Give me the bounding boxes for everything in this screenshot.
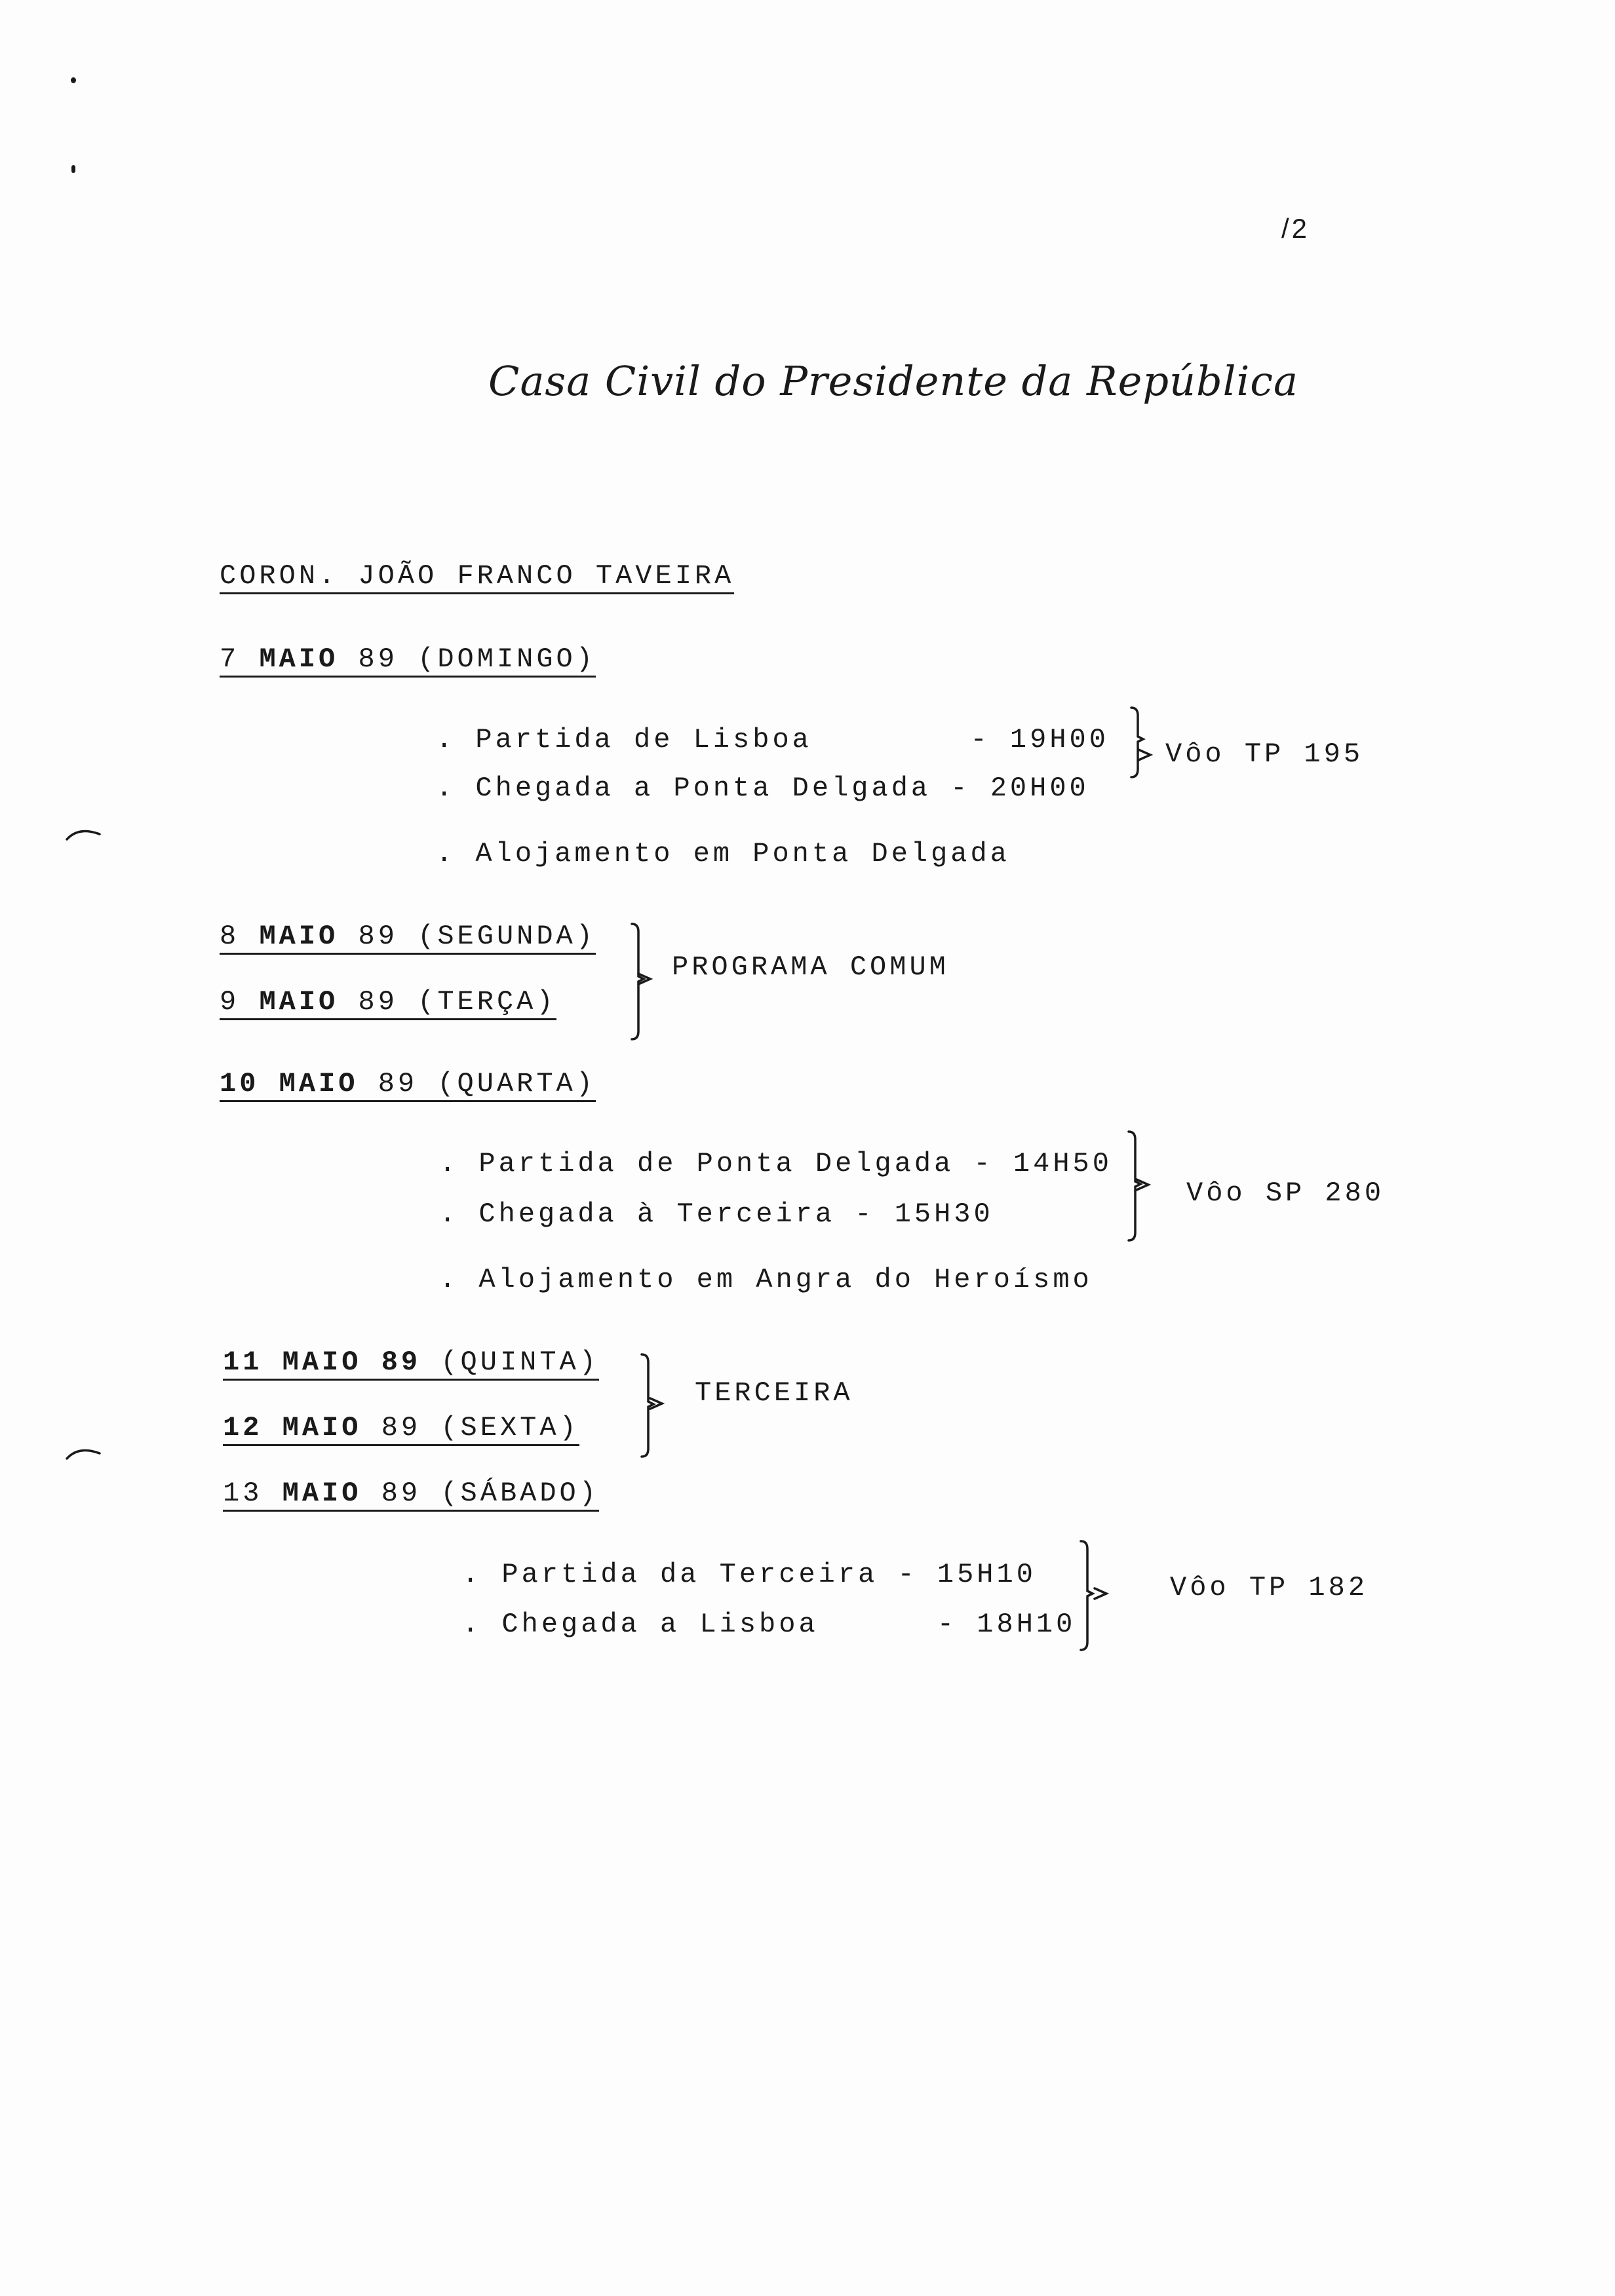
- year: 89: [358, 643, 398, 675]
- day-number: 11: [223, 1347, 263, 1378]
- weekday: (TERÇA): [418, 986, 556, 1018]
- date-heading: [220, 923, 596, 955]
- year: 89: [381, 1412, 421, 1444]
- day-number: 7: [220, 643, 240, 675]
- date-heading: [220, 988, 556, 1020]
- month: MAIO: [282, 1347, 362, 1378]
- year: 89: [381, 1478, 421, 1509]
- page-number: /2: [1281, 213, 1310, 244]
- itinerary-item: . Alojamento em Ponta Delgada: [436, 838, 1010, 870]
- program-note: TERCEIRA: [695, 1377, 853, 1409]
- weekday: (SÁBADO): [440, 1478, 599, 1509]
- itinerary-item: . Partida da Terceira - 15H10: [462, 1559, 1036, 1590]
- program-note: PROGRAMA COMUM: [672, 951, 949, 983]
- date-heading: [223, 1349, 599, 1381]
- date-heading: [223, 1414, 579, 1446]
- month: MAIO: [259, 921, 339, 952]
- day-number: 10: [220, 1068, 260, 1100]
- day-number: 13: [223, 1478, 263, 1509]
- weekday: (SEXTA): [440, 1412, 579, 1444]
- arrow-pointer-icon: [1137, 748, 1153, 761]
- arrow-pointer-icon: [637, 972, 653, 985]
- month: MAIO: [259, 986, 339, 1018]
- month: MAIO: [282, 1412, 362, 1444]
- itinerary-item: . Chegada a Ponta Delgada - 20H00: [436, 773, 1089, 804]
- itinerary-item: . Partida de Lisboa - 19H00: [436, 724, 1109, 756]
- weekday: (QUARTA): [437, 1068, 596, 1100]
- day-number: 9: [220, 986, 240, 1018]
- month: MAIO: [259, 643, 339, 675]
- date-heading: [223, 1480, 599, 1512]
- month: MAIO: [279, 1068, 359, 1100]
- margin-mark: [71, 77, 76, 83]
- flight-note: Vôo TP 195: [1165, 738, 1364, 770]
- date-heading: [220, 1070, 596, 1102]
- weekday: (QUINTA): [440, 1347, 599, 1378]
- punch-hole-mark: [66, 822, 105, 842]
- flight-note: Vôo SP 280: [1186, 1177, 1385, 1209]
- itinerary-item: . Chegada à Terceira - 15H30: [439, 1198, 994, 1230]
- year: 89: [358, 921, 398, 952]
- itinerary-item: . Alojamento em Angra do Heroísmo: [439, 1264, 1093, 1295]
- brace-bracket: [1129, 706, 1155, 778]
- document-heading: CORON. JOÃO FRANCO TAVEIRA: [220, 562, 734, 594]
- day-number: 8: [220, 921, 240, 952]
- year: 89: [358, 986, 398, 1018]
- day-number: 12: [223, 1412, 263, 1444]
- date-heading: [220, 645, 596, 678]
- year: 89: [378, 1068, 418, 1100]
- year: 89: [381, 1347, 421, 1378]
- punch-hole-mark: [66, 1442, 105, 1461]
- margin-mark: [71, 165, 75, 173]
- arrow-pointer-icon: [1093, 1587, 1109, 1600]
- weekday: (SEGUNDA): [418, 921, 596, 952]
- weekday: (DOMINGO): [418, 643, 596, 675]
- letterhead: Casa Civil do Presidente da República: [488, 357, 1298, 405]
- flight-note: Vôo TP 182: [1170, 1572, 1369, 1603]
- arrow-pointer-icon: [1135, 1178, 1151, 1191]
- month: MAIO: [282, 1478, 362, 1509]
- arrow-pointer-icon: [649, 1397, 665, 1410]
- itinerary-item: . Partida de Ponta Delgada - 14H50: [439, 1148, 1112, 1179]
- itinerary-item: . Chegada a Lisboa - 18H10: [462, 1609, 1076, 1640]
